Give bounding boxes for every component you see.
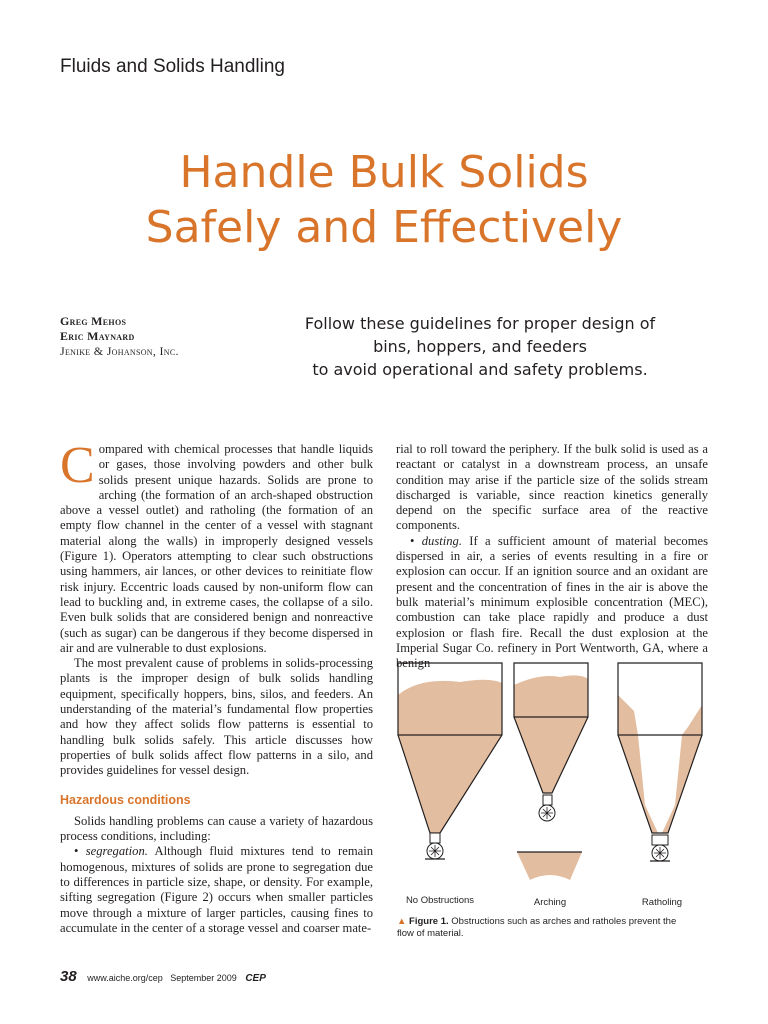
figure-label-arching: Arching	[533, 897, 567, 908]
stagnant-material-right	[662, 705, 702, 833]
bulk-material-fill	[398, 680, 502, 833]
stagnant-material-left	[618, 695, 658, 833]
paragraph-text: Although fluid mixtures tend to remain homogenous, mixtures of solids are prone to segregation due to differences in particle size, shape, or density. For example, sifting segregation (Figure 2) occurs when smaller particles move through a mixture of larger particles, causing fines to accumulate in the center of a storage vessel and coarser mate-	[60, 844, 373, 935]
bullet-term: segregation.	[85, 844, 148, 859]
caption-text: Obstructions such as arches and ratholes prevent the flow of material.	[397, 916, 677, 939]
intro-paragraph	[60, 437, 373, 656]
left-column	[60, 437, 373, 936]
bullet-glyph: •	[74, 844, 79, 859]
bullet-paragraph	[60, 844, 373, 936]
section-subhead: Hazardous conditions	[60, 792, 191, 807]
author-affiliation: Jenike & Johanson, Inc.	[60, 344, 179, 358]
author-name: Eric Maynard	[60, 329, 135, 343]
paragraph-text: If a sufficient amount of material becomes dispersed in air, a series of events resulting in a fire or explosion can occur. If an ignition source and an oxidant are present and the concentration of fines in the air is above the bulk material’s minimum explosible concentration (MEC), combustion can take place rapidly and produce a dust explosion or flash fire. Recall the dust explosion at the Imperial Sugar Co. refinery in Port Wentworth, GA, where a benign	[396, 533, 708, 671]
body-paragraph: The most prevalent cause of problems in solids-processing plants is the improper design of bulk solids handling equipment, specifically hoppers, bins, silos, and feeders. An understanding of the material’s fundamental flow properties and how they affect solids flow patterns is essential to handling bulk solids safely. This article discusses how properties of bulk solids affect flow patterns in a silo, and provides guidelines for vessel design.	[60, 656, 373, 778]
figure-caption	[397, 916, 687, 940]
body-paragraph: Solids handling problems can cause a variety of hazardous process conditions, including:	[60, 813, 373, 844]
caption-heading: Figure 1.	[409, 916, 449, 927]
figure-label-no-obstructions: No Obstructions	[405, 895, 475, 906]
outlet-neck	[652, 835, 668, 845]
page-number: 38	[60, 968, 77, 985]
deck-line: to avoid operational and safety problems.	[312, 360, 648, 379]
footer-date: September 2009	[170, 973, 237, 983]
arch-detail-fill	[517, 852, 582, 880]
author-block	[60, 314, 179, 359]
silo-ratholing	[618, 663, 702, 861]
article-title-line-1: Handle Bulk Solids	[179, 147, 589, 198]
body-paragraph: rial to roll toward the periphery. If the bulk solid is used as a reactant or catalyst in a downstream process, an unsafe condition may arise if the particle size of the solids stream discharged is variable, since reaction kinetics generally depend on the specific surface area of the reactive components.	[396, 442, 708, 533]
figure-1-illustration	[390, 655, 710, 885]
deck-line: bins, hoppers, and feeders	[373, 337, 587, 356]
figure-label-ratholing: Ratholing	[641, 897, 683, 908]
bullet-term: dusting.	[421, 533, 462, 548]
footer-url: www.aiche.org/cep	[87, 973, 163, 983]
bullet-paragraph	[396, 534, 708, 672]
silo-no-obstructions	[398, 663, 502, 859]
outlet-neck	[543, 795, 552, 805]
magazine-name: CEP	[245, 973, 266, 984]
page-footer	[60, 968, 266, 985]
silo-arching	[514, 663, 588, 880]
bulk-material-fill	[514, 675, 588, 793]
right-column	[396, 442, 708, 671]
bullet-glyph: •	[410, 533, 415, 548]
drop-cap: C	[60, 437, 95, 494]
outlet-neck	[430, 833, 440, 843]
author-name: Greg Mehos	[60, 314, 127, 328]
deck-line: Follow these guidelines for proper design of	[304, 314, 656, 333]
article-deck	[276, 312, 684, 381]
paragraph-text: ompared with chemical processes that handle liquids or gases, those involving powders and other bulk solids present unique hazards. Solids are prone to arching (the formation of an arch-shaped obstruction above a vessel outlet) and ratholing (the formation of an empty flow channel in the center of a vessel with stagnant material along the walls) in improperly designed vessels (Figure 1). Operators attempting to clear such obstructions using hammers, air lances, or other devices to reinitiate flow risk injury. Eccentric loads caused by non-uniform flow can lead to buckling and, in extreme cases, the collapse of a silo. Even bulk solids that are considered benign and nonreactive (such as sugar) can be dangerous if they become dispersed in air and are vulnerable to dust explosions.	[60, 442, 373, 655]
article-title-line-2: Safely and Effectively	[145, 202, 623, 253]
caption-marker-icon: ▲	[397, 916, 407, 927]
section-tag: Fluids and Solids Handling	[60, 56, 285, 77]
